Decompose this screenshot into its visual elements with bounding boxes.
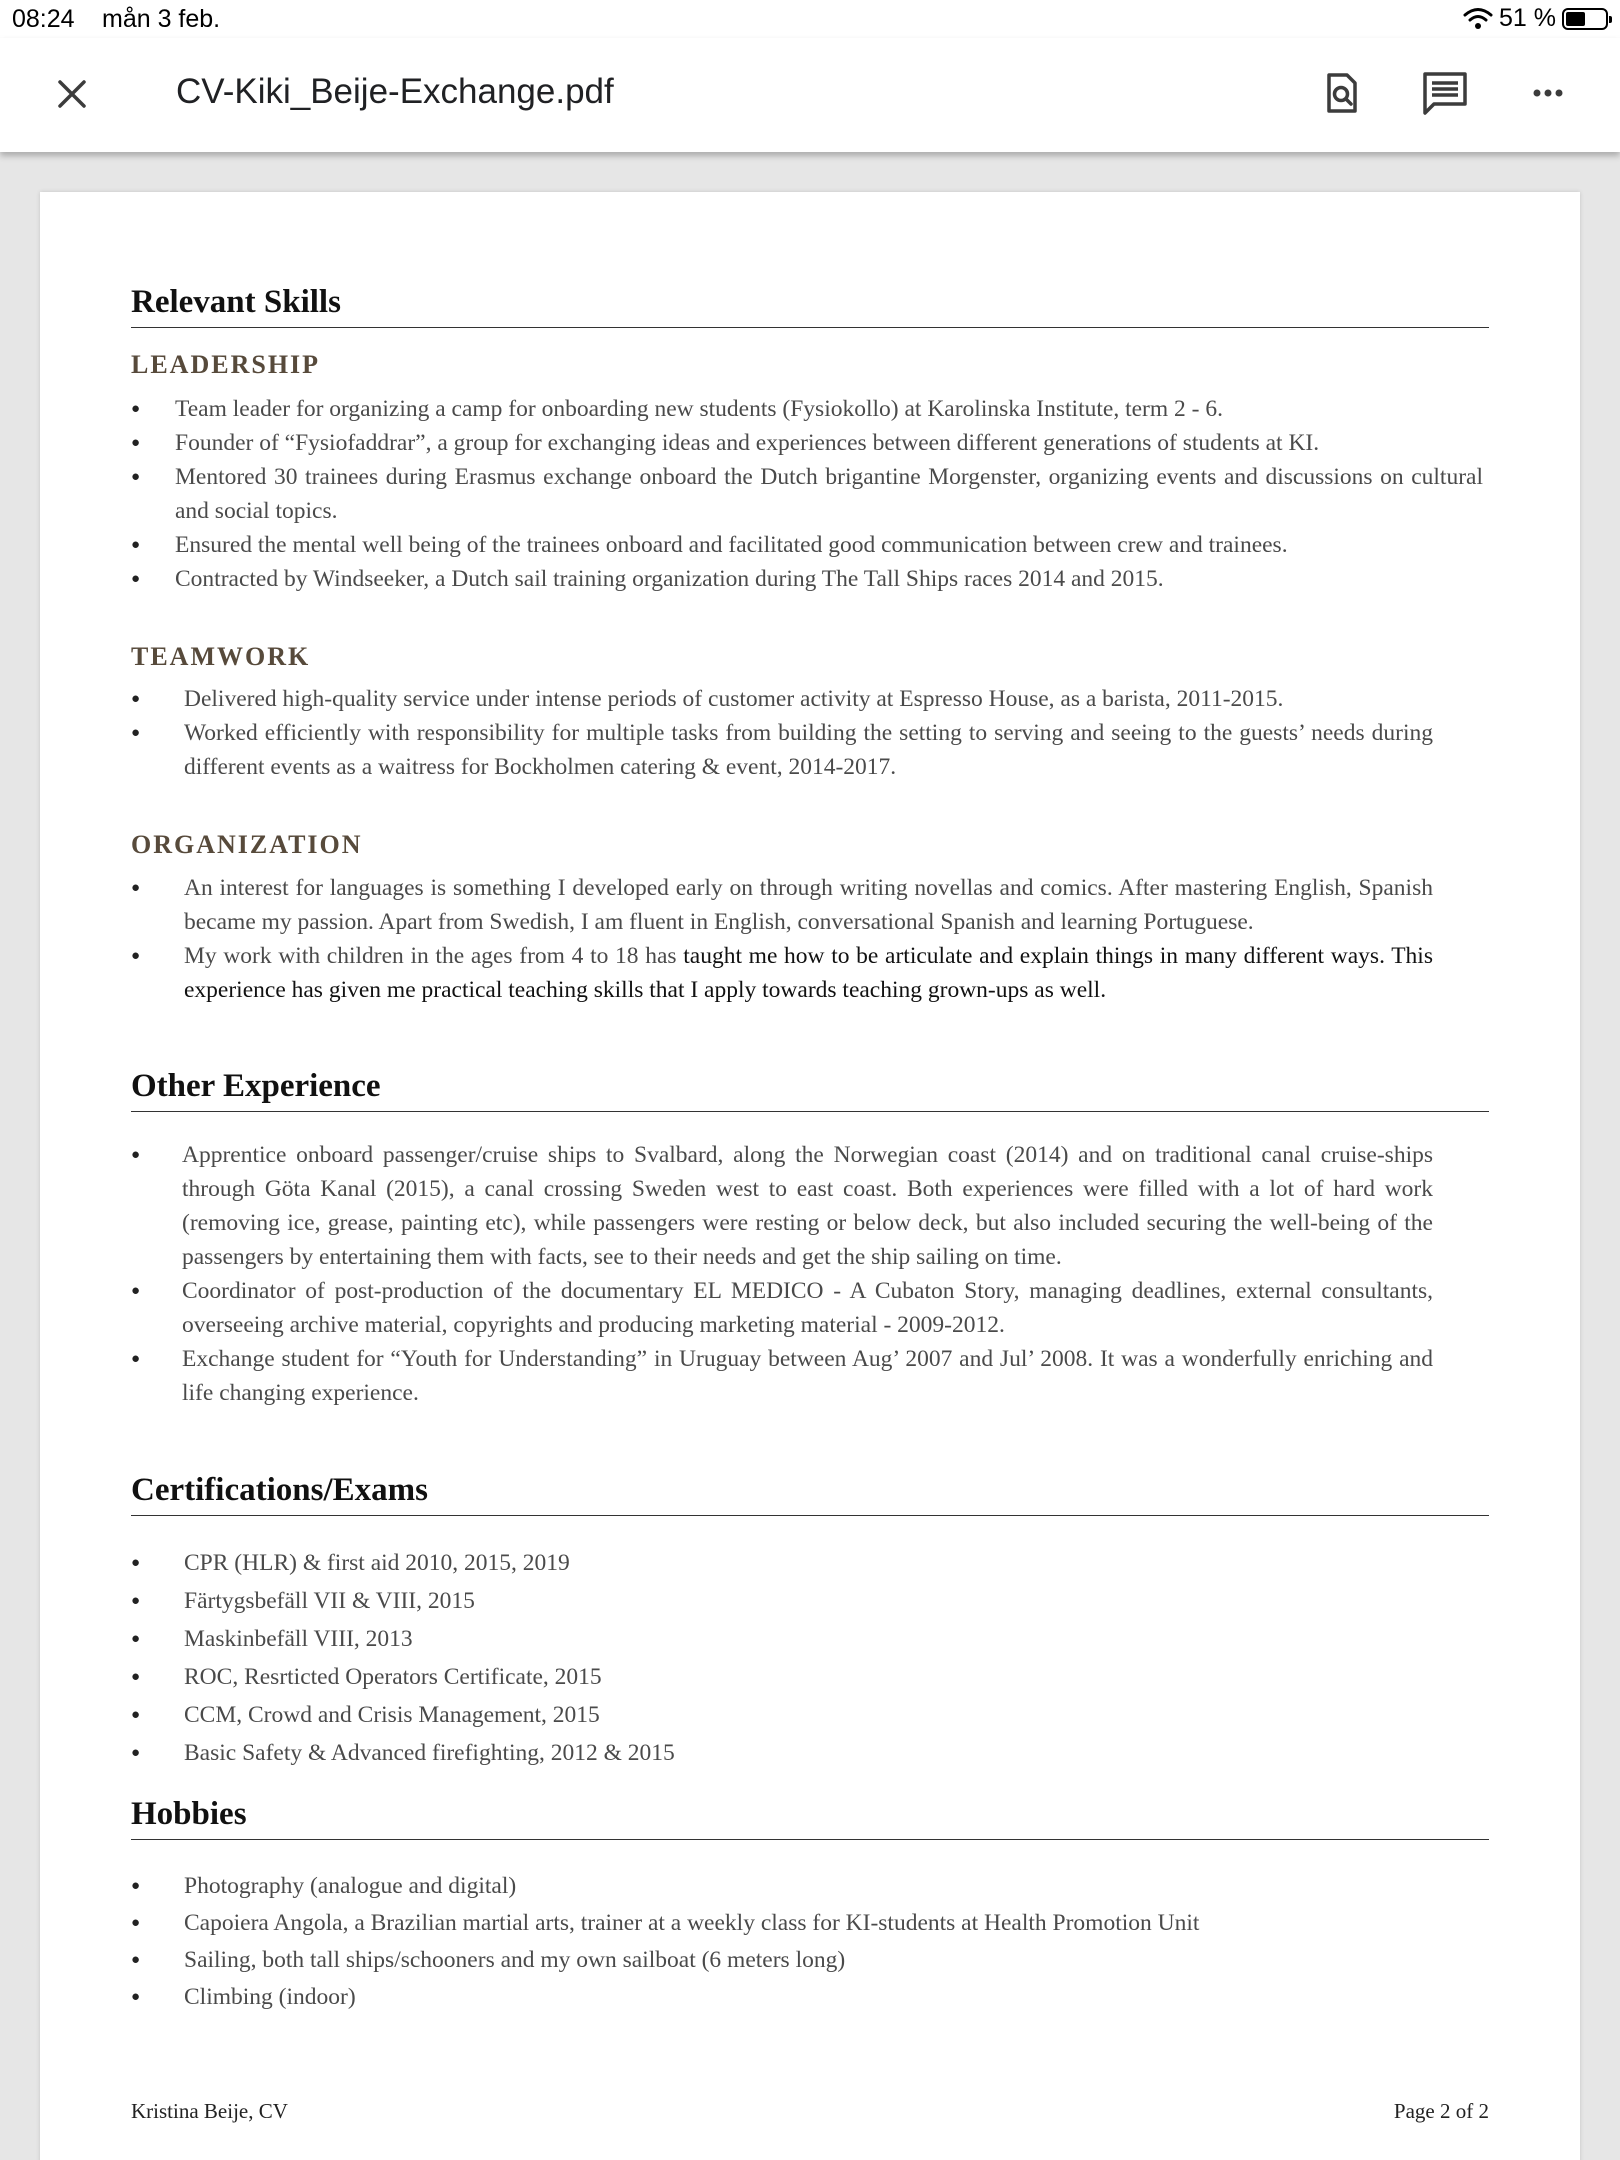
- list-item: ● Basic Safety & Advanced firefighting, 2012 & 2015: [131, 1734, 1433, 1772]
- battery-icon: [1562, 8, 1608, 30]
- section-heading-hobbies: Hobbies: [131, 1796, 1489, 1840]
- list-item: ● Exchange student for “Youth for Understanding” in Uruguay between Aug’ 2007 and Jul’ 2008. It was a wonderfully enriching and life changing experience.: [131, 1342, 1433, 1410]
- pdf-page[interactable]: [40, 192, 1580, 2160]
- battery-fill: [1566, 12, 1585, 26]
- list-item: ● Worked efficiently with responsibility for multiple tasks from building the setting to serving and seeing to the guests’ needs during different events as a waitress for Bockholmen catering & event, 2014-2017.: [131, 716, 1433, 784]
- wifi-icon: [1463, 7, 1493, 31]
- list-item: ● Capoiera Angola, a Brazilian martial arts, trainer at a weekly class for KI-students at Health Promotion Unit: [131, 1905, 1433, 1942]
- battery-percent: 51 %: [1499, 4, 1556, 32]
- more-options-button[interactable]: [1523, 68, 1573, 118]
- list-item: [131, 939, 1433, 1007]
- more-icon: [1523, 68, 1573, 118]
- certifications-list: [131, 1544, 1433, 1772]
- subheading-leadership: LEADERSHIP: [131, 350, 321, 379]
- search-document-icon: [1316, 68, 1366, 118]
- hobbies-list: [131, 1868, 1433, 2016]
- list-item: ● Team leader for organizing a camp for onboarding new students (Fysiokollo) at Karolinska Institute, term 2 - 6.: [131, 392, 1483, 426]
- list-item: ● Apprentice onboard passenger/cruise ships to Svalbard, along the Norwegian coast (2014) and on traditional canal cruise-ships through Göta Kanal (2015), a canal crossing Sweden west to east coast. Both experiences were filled with a lot of hard work (removing ice, grease, painting etc), while passengers were resting or below deck, but also included securing the well-being of the passengers by entertaining them with facts, see to their needs and get the ship sailing on time.: [131, 1138, 1433, 1274]
- comments-icon: [1420, 68, 1470, 118]
- list-item: ● Coordinator of post-production of the documentary EL MEDICO - A Cubaton Story, managing deadlines, external consultants, overseeing archive material, copyrights and producing marketing material - 2009-2012.: [131, 1274, 1433, 1342]
- list-item: ● An interest for languages is something I developed early on through writing novellas and comics. After mastering English, Spanish became my passion. Apart from Swedish, I am fluent in English, conversational Spanish and learning Portuguese.: [131, 871, 1433, 939]
- list-item: ● Maskinbefäll VIII, 2013: [131, 1620, 1433, 1658]
- subheading-teamwork: TEAMWORK: [131, 642, 311, 671]
- section-heading-relevant-skills: Relevant Skills: [131, 284, 1489, 328]
- document-title: CV-Kiki_Beije-Exchange.pdf: [176, 72, 614, 111]
- list-item: ● ROC, Resrticted Operators Certificate, 2015: [131, 1658, 1433, 1696]
- subheading-organization: ORGANIZATION: [131, 830, 363, 859]
- list-item: ● Sailing, both tall ships/schooners and my own sailboat (6 meters long): [131, 1942, 1433, 1979]
- section-heading-certifications: Certifications/Exams: [131, 1472, 1489, 1516]
- list-item: ● CCM, Crowd and Crisis Management, 2015: [131, 1696, 1433, 1734]
- list-item: ● Delivered high-quality service under intense periods of customer activity at Espresso House, as a barista, 2011-2015.: [131, 682, 1433, 716]
- close-icon: [52, 74, 92, 114]
- list-item-text-part: taught me how to be articulate and explain things in many different ways. This experience has given me practical teaching skills that I apply towards teaching grown-ups as well.: [184, 943, 1433, 1003]
- status-time: 08:24: [12, 5, 75, 33]
- page-footer-number: Page 2 of 2: [1393, 2099, 1489, 2123]
- leadership-list: [131, 392, 1483, 596]
- close-button[interactable]: [52, 74, 92, 114]
- list-item: ● Founder of “Fysiofaddrar”, a group for exchanging ideas and experiences between different generations of students at KI.: [131, 426, 1483, 460]
- viewer-toolbar: [0, 38, 1620, 152]
- list-item: ● Contracted by Windseeker, a Dutch sail training organization during The Tall Ships races 2014 and 2015.: [131, 562, 1483, 596]
- section-heading-other-experience: Other Experience: [131, 1068, 1489, 1112]
- search-document-button[interactable]: [1316, 68, 1366, 118]
- page-footer-name: Kristina Beije, CV: [131, 2099, 288, 2123]
- other-experience-list: [131, 1138, 1433, 1410]
- status-bar: [0, 0, 1620, 38]
- organization-list: [131, 871, 1433, 1007]
- comments-button[interactable]: [1420, 68, 1470, 118]
- list-item: ● Mentored 30 trainees during Erasmus exchange onboard the Dutch brigantine Morgenster, organizing events and discussions on cultural and social topics.: [131, 460, 1483, 528]
- list-item: ● Climbing (indoor): [131, 1979, 1433, 2016]
- list-item: ● Ensured the mental well being of the trainees onboard and facilitated good communication between crew and trainees.: [131, 528, 1483, 562]
- list-item-text-part: My work with children in the ages from 4 to 18 has: [184, 943, 684, 969]
- list-item: ● CPR (HLR) & first aid 2010, 2015, 2019: [131, 1544, 1433, 1582]
- teamwork-list: [131, 682, 1433, 784]
- list-item: ● Färtygsbefäll VII & VIII, 2015: [131, 1582, 1433, 1620]
- list-item: ● Photography (analogue and digital): [131, 1868, 1433, 1905]
- status-date: mån 3 feb.: [102, 5, 221, 33]
- status-right: [1463, 4, 1608, 33]
